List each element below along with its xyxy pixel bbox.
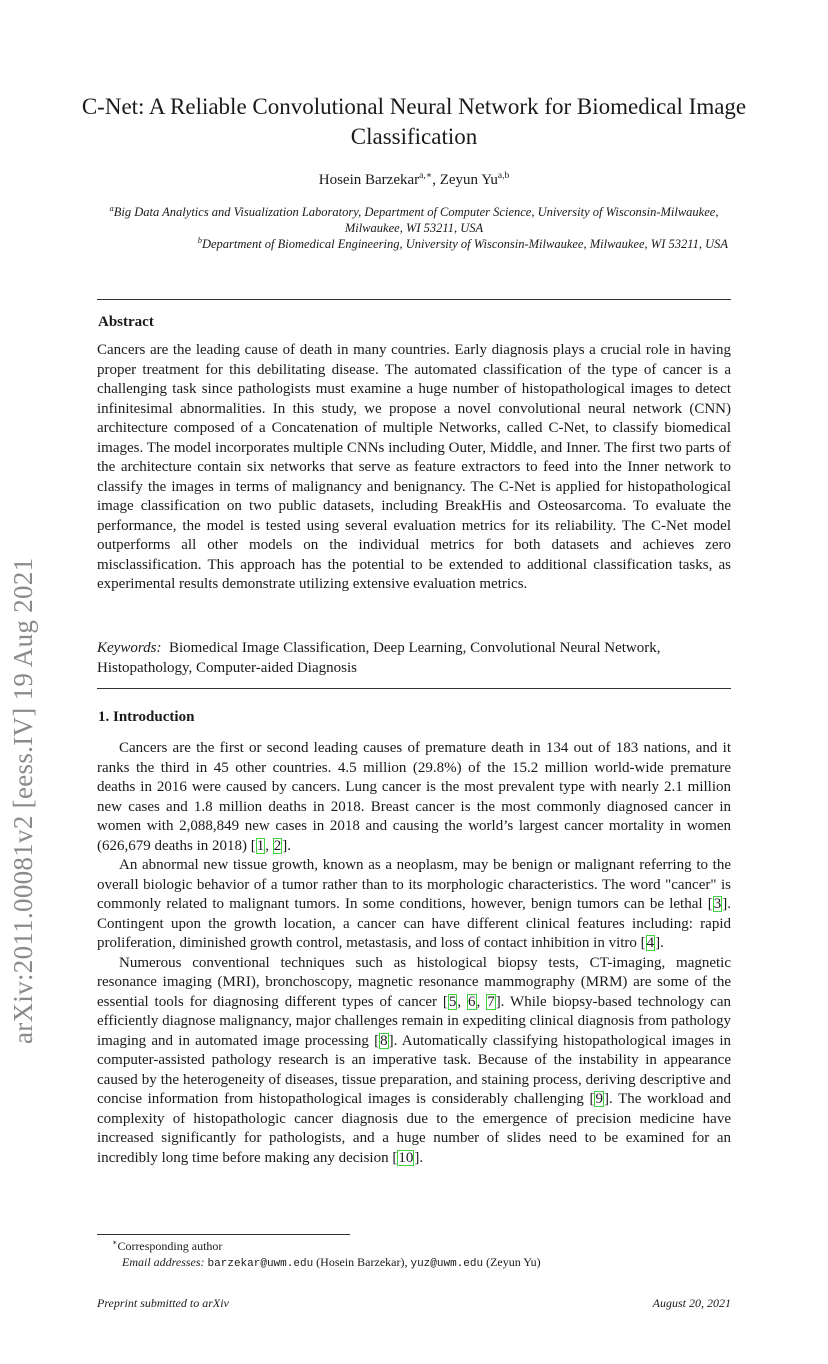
citation-link[interactable]: 10 [398,1149,414,1166]
author-affiliation-mark: a,b [497,171,510,181]
paragraph: Cancers are the first or second leading causes of premature death in 134 out of 183 nations, and it ranks the third in 45 other countries. 4.5 million (29.8%) of the 15.2 million world-wide premature deaths in 2016 were caused by cancers. Lung cancer is the most prevalent type with nearly 2.1 million new cases and 1.8 million deaths in 2018. Breast cancer is the most commonly diagnosed cancer in women with 2,088,849 new cases in 2018 and causing the world’s largest cancer mortality in women (626,679 deaths in 2018) [1, 2]. [97,740,731,854]
citation-link[interactable]: 3 [713,896,722,912]
citation-link[interactable]: 1 [256,837,265,854]
citation-link[interactable]: 2 [273,837,282,854]
author-line: Hosein Barzekar$^{a,∗}$, Zeyun Yu$^{a,b}$ [318,171,510,188]
email-link[interactable]: yuz@uwm.edu [410,1258,484,1270]
email-link[interactable]: barzekar@uwm.edu [207,1258,314,1270]
citation-link[interactable]: 8 [380,1032,388,1049]
affiliation-text: Department of Biomedical Engineering, University of Wisconsin-Milwaukee, Milwaukee, WI 53211, USA [201,237,728,251]
author-affiliation-mark: a,∗ [419,171,433,181]
arxiv-stamp: arXiv:2011.00081v2 [eess.IV] 19 Aug 2021 [8,557,38,1044]
footer-date: August 20, 2021 [652,1296,731,1310]
footnote-emails: Email addresses: barzekar@uwm.edu (Hosein Barzekar), yuz@uwm.edu (Zeyun Yu) [122,1255,541,1270]
affiliation-text: Big Data Analytics and Visualization Laboratory, Department of Computer Science, University of Wisconsin-Milwaukee, Milwaukee, WI 53211, USA [113,205,719,235]
footnote-corresponding: ∗Corresponding author [112,1238,223,1253]
citation-link[interactable]: 5 [448,993,457,1010]
author-name: Zeyun Yu [439,172,498,188]
paragraph: An abnormal new tissue growth, known as a neoplasm, may be benign or malignant referring to the overall biologic behavior of a tumor rather than to its morphologic characteristics. The word "cancer" is commonly related to malignant tumors. In some conditions, however, benign tumors can be lethal [3]. Contingent upon the growth location, a cancer can have different clinical features including: rapid proliferation, diminished growth control, metastasis, and loss of contact inhibition in vitro [4]. [97,857,731,951]
keywords [97,639,731,678]
abstract-heading: Abstract [98,314,154,330]
affiliation-a [100,204,728,236]
footnote-rule [97,1234,350,1235]
footnote-mark: ∗ [112,1238,118,1247]
affiliation-b [100,236,728,252]
abstract-top-rule [97,299,731,300]
abstract-body: Cancers are the leading cause of death in many countries. Early diagnosis plays a crucial role in having proper treatment for this debilitating disease. The automated classification of the type of cancer is a challenging task since pathologists must examine a huge number of histopathological images to detect infinitesimal abnormalities. In this study, we propose a novel convolutional neural network (CNN) architecture composed of a Concatenation of multiple Networks, called C-Net, to classify biomedical images. The model incorporates multiple CNNs including Outer, Middle, and Inner. The first two parts of the architecture contain six networks that serve as feature extractors to feed into the Inner network to classify the images in terms of malignancy and benignancy. The C-Net is applied for histopathological image classification on two public datasets, including BreakHis and Osteosarcoma. To evaluate the performance, the model is tested using several evaluation metrics for its reliability. The C-Net model outperforms all other models on the individual metrics for both datasets and achieves zero misclassification. This approach has the potential to be extended to additional classification tasks, as experimental results demonstrate utilizing extensive evaluation metrics. [97,342,731,592]
abstract-bottom-rule [97,688,731,689]
introduction-body [97,739,731,1168]
paper-title: C-Net: A Reliable Convolutional Neural Network for Biomedical Image Classification [81,94,747,149]
paragraph: Numerous conventional techniques such as histological biopsy tests, CT-imaging, magnetic resonance imaging (MRI), bronchoscopy, magnetic resonance mammography (MRM) are some of the essential tools for diagnosing different types of cancer [5, 6, 7]. While biopsy-based technology can efficiently diagnose malignancy, major challenges remain in expediting clinical diagnosis from pathology imaging and in automated image processing [8]. Automatically classifying histopathological images in computer-assisted pathology research is an imperative task. Because of the instability in appearance caused by the heterogeneity of diseases, tissue preparation, and staining process, deriving descriptive and concise information from histopathological images is considerably challenging [9]. The workload and complexity of histopathologic cancer diagnosis due to the emergence of precision medicine have increased significantly for pathologists, and a huge number of slides need to be examined for an incredibly long time before making any decision [10]. [97,954,732,1166]
email-label: Email addresses: [122,1255,205,1269]
section-heading-introduction: 1. Introduction [98,709,195,725]
citation-link[interactable]: 9 [595,1091,603,1107]
affiliation-mark: a [109,203,114,213]
citation-link[interactable]: 7 [487,993,495,1010]
citation-link[interactable]: 4 [646,935,655,951]
citation-link[interactable]: 6 [468,993,476,1010]
keywords-text: Biomedical Image Classification, Deep Learning, Convolutional Neural Network, Histopathology, Computer-aided Diagnosis [97,640,661,676]
affiliation-mark: b [197,235,202,245]
author-name: Hosein Barzekar [318,172,420,188]
keywords-label: Keywords: [97,640,162,656]
footer-preprint: Preprint submitted to arXiv [97,1296,229,1310]
